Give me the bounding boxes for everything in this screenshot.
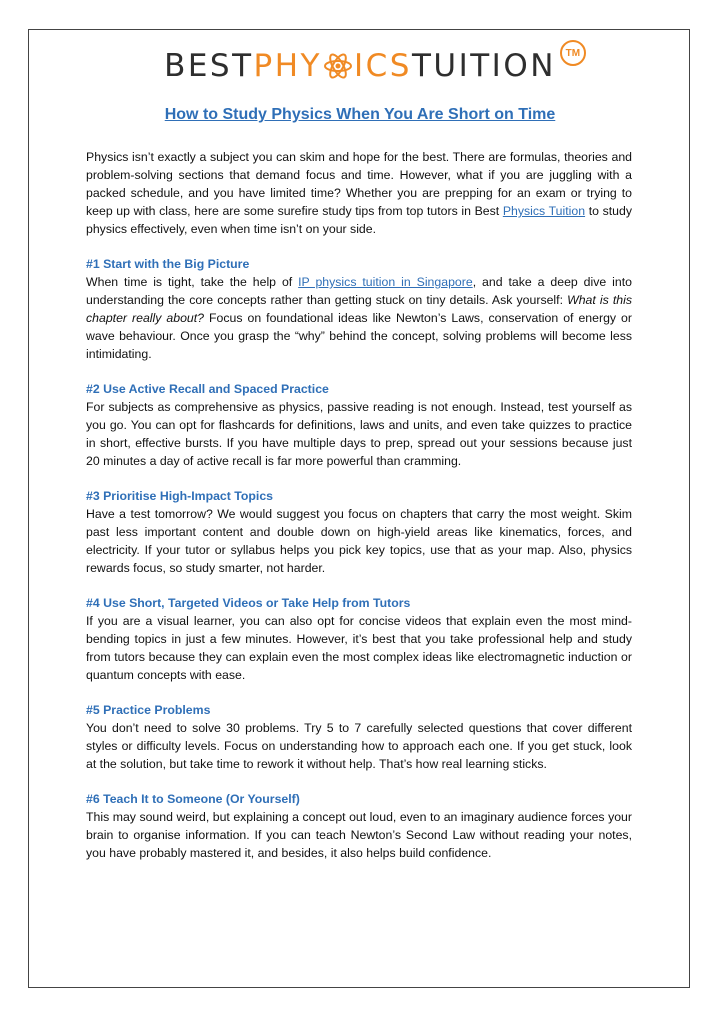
physics-tuition-link[interactable]: Physics Tuition xyxy=(502,204,586,218)
section-paragraph: Have a test tomorrow? We would suggest you focus on chapters that carry the most weight. Skim past less important content and double down on high-yield areas like kinematics, forces, and electricity. If your tutor or syllabus helps you pick key topics, use that as your map. Also, physics rewards focus, so study smarter, not harder. xyxy=(86,507,632,575)
section-2 xyxy=(86,380,632,470)
intro-text-end: to study physics effectively, even when time isn’t on your side. xyxy=(86,204,633,236)
section-3 xyxy=(86,487,632,577)
page-title: How to Study Physics When You Are Short on Time xyxy=(164,106,556,123)
section-paragraph: For subjects as comprehensive as physics, passive reading is not enough. Instead, test yourself as you go. You can opt for flashcards for definitions, laws and units, and even take quizzes to practice in short, effective bursts. If you have multiple days to prep, spread out your sessions because just 20 minutes a day of active recall is far more powerful than cramming. xyxy=(86,400,632,468)
section-1 xyxy=(86,255,632,363)
section-paragraph: You don’t need to solve 30 problems. Try 5 to 7 carefully selected questions that cover different styles or difficulty levels. Focus on understanding how to approach each one. If you get stuck, look at the solution, but take time to rework it without help. That’s how real learning sticks. xyxy=(86,721,632,771)
section-paragraph: If you are a visual learner, you can also opt for concise videos that explain even the most mind-bending topics in just a few minutes. However, it’s best that you take professional help and study from tutors because they can explain even the most complex ideas like electromagnetic induction or quantum concepts with ease. xyxy=(86,614,632,682)
logo-word-best: BEST xyxy=(164,48,254,84)
article-body xyxy=(86,148,632,862)
section-text: , and take a deep dive into understanding the core concepts rather than getting stuck on tiny details. Ask yourself: xyxy=(86,275,632,307)
section-heading: #5 Practice Problems xyxy=(86,703,211,717)
section-6 xyxy=(86,790,632,862)
section-text: Focus on foundational ideas like Newton’s Laws, conservation of energy or wave behaviour. Once you grasp the “why” behind the concept, solving problems will become less intimidating. xyxy=(86,311,632,361)
section-heading: #6 Teach It to Someone (Or Yourself) xyxy=(86,792,300,806)
ip-physics-tuition-link[interactable]: IP physics tuition in Singapore xyxy=(298,275,473,289)
section-paragraph: This may sound weird, but explaining a concept out loud, even to an imaginary audience forces your brain to organise information. If you can teach Newton’s Second Law without reading your notes, you have probably mastered it, and besides, it also helps build confidence. xyxy=(86,810,632,860)
section-5 xyxy=(86,701,632,773)
section-paragraph xyxy=(86,273,632,363)
atom-icon xyxy=(323,51,353,81)
section-heading: #2 Use Active Recall and Spaced Practice xyxy=(86,382,329,396)
section-4 xyxy=(86,594,632,684)
section-heading: #1 Start with the Big Picture xyxy=(86,257,250,271)
logo-word-tuition: TUITION xyxy=(411,48,556,84)
section-text: When time is tight, take the help of xyxy=(86,275,299,289)
section-heading: #4 Use Short, Targeted Videos or Take Help from Tutors xyxy=(86,596,411,610)
intro-paragraph xyxy=(86,148,632,238)
intro-text: Physics isn’t exactly a subject you can skim and hope for the best. There are formulas, theories and problem-solving sections that demand focus and time. However, what if you are juggling with a packed schedule, and you have limited time? Whether you are prepping for an exam or trying to keep up with class, here are some surefire study tips from top tutors in Best xyxy=(86,150,632,218)
logo xyxy=(0,44,720,88)
logo-word-ics: ICS xyxy=(354,48,412,84)
section-heading: #3 Prioritise High-Impact Topics xyxy=(86,489,273,503)
trademark-icon: TM xyxy=(560,40,586,66)
section-italic-text: What is this chapter really about? xyxy=(86,293,632,325)
logo-word-phy: PHY xyxy=(253,48,322,84)
